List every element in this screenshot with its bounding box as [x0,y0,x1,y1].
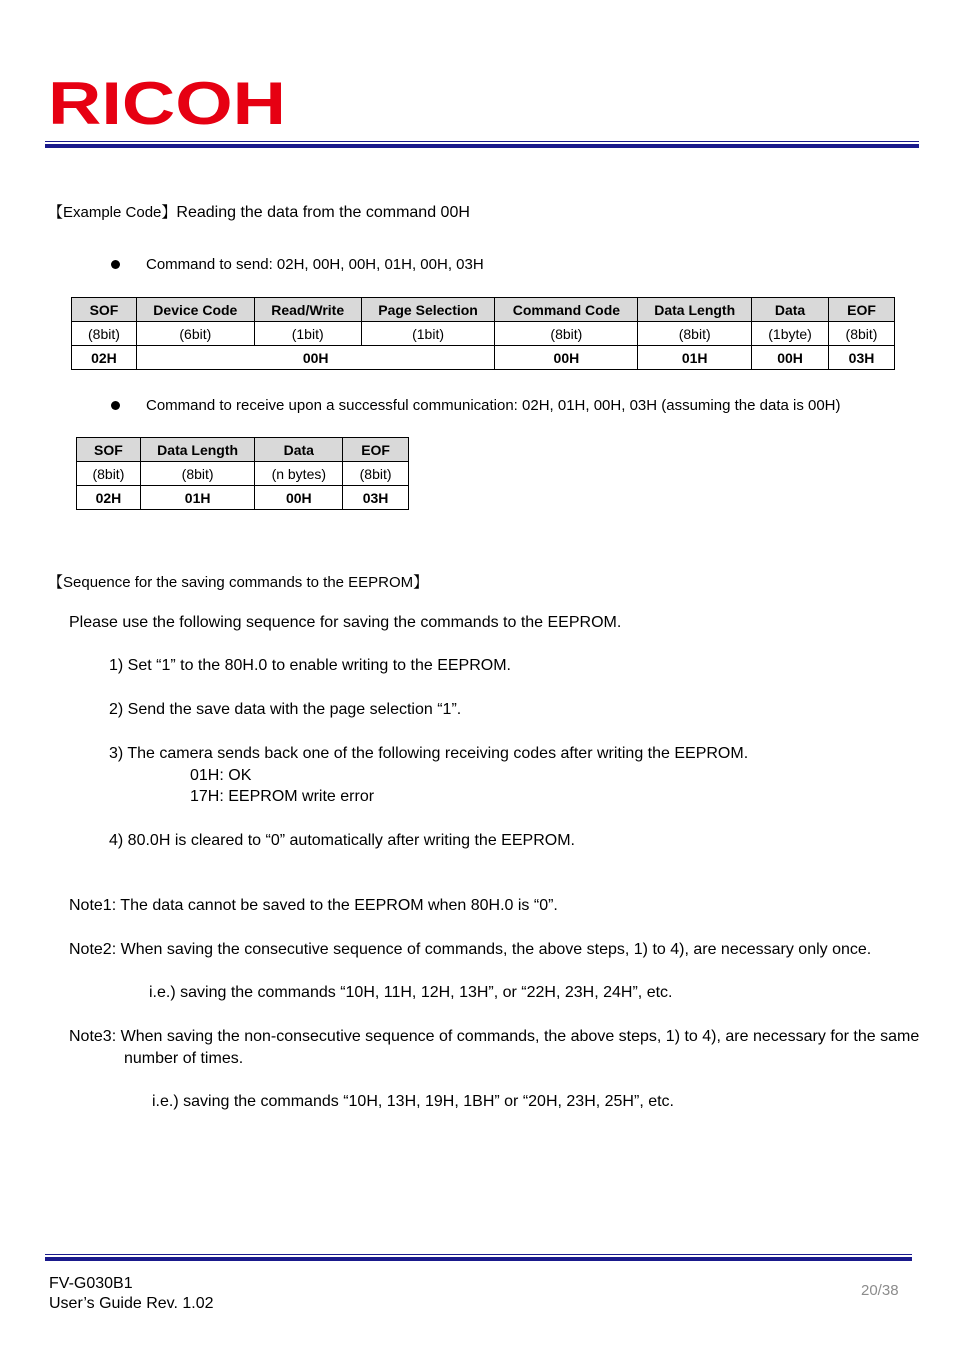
page-number: 20/38 [861,1282,899,1299]
note-3-example: i.e.) saving the commands “10H, 13H, 19H, 1BH” or “20H, 23H, 25H”, etc. [152,1093,674,1110]
value-cell: 03H [343,486,409,510]
value-cell: 00H [255,486,343,510]
send-command-text: Command to send: 02H, 00H, 00H, 01H, 00H, 03H [146,256,484,273]
unit-cell: (1bit) [361,322,495,346]
header-eof: EOF [829,298,895,322]
sequence-step-2: 2) Send the save data with the page selection “1”. [109,701,462,718]
header-command-code: Command Code [495,298,638,322]
unit-cell: (8bit) [638,322,752,346]
header-sof: SOF [77,438,141,462]
header-data: Data [255,438,343,462]
footer-rule [45,1254,912,1261]
value-cell: 02H [77,486,141,510]
header-data: Data [752,298,829,322]
note-2: Note2: When saving the consecutive sequence of commands, the above steps, 1) to 4), are necessary only once. [69,941,872,958]
example-title-text: Reading the data from the command 00H [176,204,470,221]
svg-text:RICOH: RICOH [48,78,286,128]
footer-guide-revision: User’s Guide Rev. 1.02 [49,1295,214,1312]
unit-cell: (6bit) [136,322,254,346]
value-cell: 03H [829,346,895,370]
note-3-line-1: Note3: When saving the non-consecutive sequence of commands, the above steps, 1) to 4), are necessary for the same [69,1028,920,1045]
unit-cell: (8bit) [140,462,255,486]
note-3-line-2: number of times. [124,1050,244,1067]
example-title-bracket: 【Example Code】 [48,204,177,221]
unit-cell: (8bit) [829,322,895,346]
note-2-example: i.e.) saving the commands “10H, 11H, 12H, 13H”, or “22H, 23H, 24H”, etc. [149,984,673,1001]
header-device-code: Device Code [136,298,254,322]
ricoh-logo [48,78,288,128]
receive-command-text: Command to receive upon a successful communication: 02H, 01H, 00H, 03H (assuming the data is 00H) [146,397,841,414]
sequence-title: 【Sequence for the saving commands to the EEPROM】 [48,574,429,591]
value-cell: 00H [752,346,829,370]
table-values-row [72,346,895,370]
receive-code-ok: 01H: OK [190,767,252,784]
unit-cell: (8bit) [77,462,141,486]
sequence-step-3: 3) The camera sends back one of the following receiving codes after writing the EEPROM. [109,745,749,762]
send-command-table [71,297,895,370]
receive-code-error: 17H: EEPROM write error [190,788,375,805]
header-eof: EOF [343,438,409,462]
table-header-row [77,438,409,462]
table-header-row [72,298,895,322]
sequence-step-4: 4) 80.0H is cleared to “0” automatically after writing the EEPROM. [109,832,575,849]
value-cell: 00H [495,346,638,370]
unit-cell: (1bit) [254,322,361,346]
value-cell: 01H [638,346,752,370]
unit-cell: (8bit) [343,462,409,486]
header-read-write: Read/Write [254,298,361,322]
table-units-row [77,462,409,486]
value-cell: 01H [140,486,255,510]
value-cell: 02H [72,346,137,370]
bullet-icon [111,401,120,410]
table-values-row [77,486,409,510]
header-data-length: Data Length [638,298,752,322]
example-title [48,201,470,222]
bullet-icon [111,260,120,269]
header-page-selection: Page Selection [361,298,495,322]
unit-cell: (1byte) [752,322,829,346]
header-rule [45,141,919,148]
table-units-row [72,322,895,346]
unit-cell: (8bit) [495,322,638,346]
receive-command-table [76,437,409,510]
sequence-step-1: 1) Set “1” to the 80H.0 to enable writing to the EEPROM. [109,657,511,674]
unit-cell: (8bit) [72,322,137,346]
header-sof: SOF [72,298,137,322]
value-cell: 00H [136,346,495,370]
note-1: Note1: The data cannot be saved to the EEPROM when 80H.0 is “0”. [69,897,558,914]
footer-model: FV-G030B1 [49,1275,133,1292]
unit-cell: (n bytes) [255,462,343,486]
sequence-intro: Please use the following sequence for saving the commands to the EEPROM. [69,614,622,631]
header-data-length: Data Length [140,438,255,462]
ricoh-logo-image [48,78,288,128]
